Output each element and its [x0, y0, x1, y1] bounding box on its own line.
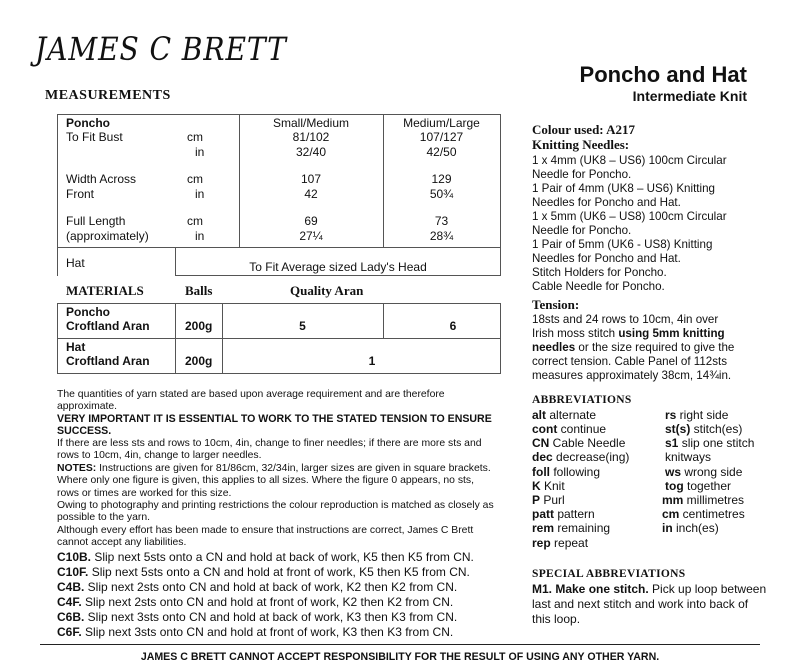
size-medium-large: Medium/Large: [403, 116, 480, 130]
cable-line: C4B. Slip next 2sts onto CN and hold at back of work, K2 then K2 from CN.: [57, 580, 458, 594]
row-unit: cm: [187, 172, 203, 186]
abbreviation-item: cm centimetres: [662, 507, 745, 521]
abbreviation-item: in inch(es): [662, 521, 719, 535]
abbreviations-heading: ABBREVIATIONS: [532, 394, 632, 406]
note-line: possible to the yarn.: [57, 512, 150, 523]
abbreviation-item: P Purl: [532, 493, 565, 507]
colour-used: Colour used: A217: [532, 122, 636, 137]
row-value: 42/50: [426, 145, 457, 159]
special-line: last and next stitch and work into back of: [532, 597, 749, 611]
needle-line: 1 x 5mm (UK6 – US8) 100cm Circular: [532, 210, 727, 223]
needle-line: Stitch Holders for Poncho.: [532, 266, 667, 279]
cable-line: C6F. Slip next 3sts onto CN and hold at front of work, K3 then K3 from CN.: [57, 625, 454, 639]
materials-poncho-balls-large: 6: [449, 319, 457, 333]
abbreviation-item: alt alternate: [532, 408, 597, 422]
brand-logo: JAMES C BRETT: [35, 30, 287, 68]
materials-poncho-weight: 200g: [185, 319, 213, 333]
note-line: Where only one figure is given, this applies to all sizes. Where the figure 0 appears, no sts,: [57, 475, 474, 486]
needle-line: 1 Pair of 4mm (UK8 – US6) Knitting: [532, 182, 715, 195]
row-label: (approximately): [66, 229, 149, 243]
abbreviation-item: tog together: [665, 479, 732, 493]
needle-line: Cable Needle for Poncho.: [532, 280, 665, 293]
special-abbreviations-heading: SPECIAL ABBREVIATIONS: [532, 568, 686, 580]
needle-line: 1 x 4mm (UK8 – US6) 100cm Circular: [532, 154, 727, 167]
materials-hat-name: Hat: [66, 340, 86, 354]
abbreviation-item: foll following: [532, 465, 601, 479]
measurements-heading: MEASUREMENTS: [45, 88, 171, 103]
materials-quality-heading: Quality Aran: [290, 283, 364, 298]
row-value: 28¾: [429, 229, 454, 243]
abbreviation-item: patt pattern: [532, 507, 595, 521]
row-label: Front: [66, 187, 95, 201]
needles-heading: Knitting Needles:: [532, 137, 630, 152]
cable-line: C10F. Slip next 5sts onto a CN and hold at front of work, K5 then K5 from CN.: [57, 565, 470, 579]
abbreviation-item: rep repeat: [532, 536, 589, 550]
row-unit: in: [195, 145, 205, 159]
abbreviation-item: dec decrease(ing): [532, 450, 630, 464]
row-label: Width Across: [66, 172, 137, 186]
poncho-label: Poncho: [66, 116, 110, 130]
footer-divider: [40, 644, 760, 645]
needle-line: Needles for Poncho and Hat.: [532, 196, 681, 209]
hat-fit: To Fit Average sized Lady's Head: [249, 260, 427, 274]
note-line: SUCCESS.: [57, 425, 112, 437]
note-line: The quantities of yarn stated are based upon average requirement and are therefore: [57, 389, 445, 400]
materials-heading: MATERIALS: [66, 283, 144, 298]
materials-hat-balls: 1: [368, 354, 376, 368]
row-value: 32/40: [295, 145, 327, 159]
note-line: Although every effort has been made to ensure that instructions are correct, James C Brett: [57, 525, 474, 536]
needle-line: Needle for Poncho.: [532, 224, 632, 237]
note-line: VERY IMPORTANT IT IS ESSENTIAL TO WORK TO THE STATED TENSION TO ENSURE: [57, 413, 492, 425]
tension-line: needles or the size required to give the: [532, 341, 735, 354]
cable-line: C4F. Slip next 2sts onto CN and hold at front of work, K2 then K2 from CN.: [57, 595, 454, 609]
row-value: 129: [431, 172, 452, 186]
abbreviation-item: mm millimetres: [662, 493, 745, 507]
note-line: NOTES: Instructions are given for 81/86cm, 32/34in, larger sizes are given in square brackets.: [57, 463, 491, 474]
materials-hat-yarn: Croftland Aran: [66, 354, 150, 368]
cable-line: C10B. Slip next 5sts onto a CN and hold at back of work, K5 then K5 from CN.: [57, 550, 474, 564]
abbreviation-item: ws wrong side: [665, 465, 743, 479]
row-value: 42: [304, 187, 318, 201]
row-unit: in: [195, 229, 205, 243]
note-line: rows or times are worked for this size.: [57, 488, 232, 499]
cable-line: C6B. Slip next 3sts onto CN and hold at back of work, K3 then K3 from CN.: [57, 610, 458, 624]
abbreviation-item: cont continue: [532, 422, 607, 436]
tension-line: 18sts and 24 rows to 10cm, 4in over: [532, 313, 719, 326]
row-value: 107/127: [419, 130, 464, 144]
hat-label: Hat: [66, 256, 85, 270]
materials-poncho-balls-small: 5: [299, 319, 306, 333]
tension-line: Irish moss stitch using 5mm knitting: [532, 327, 725, 340]
pattern-level: Intermediate Knit: [632, 88, 747, 104]
abbreviation-item: rem remaining: [532, 521, 611, 535]
special-line: M1. Make one stitch. Pick up loop between: [532, 582, 767, 596]
abbreviation-item: rs right side: [665, 408, 729, 422]
row-value: 27¼: [299, 229, 323, 243]
pattern-title: Poncho and Hat: [579, 62, 747, 87]
tension-line: correct tension. Cable Panel of 112sts: [532, 355, 728, 368]
note-line: If there are less sts and rows to 10cm, 4in, change to finer needles; if there are more sts and: [57, 438, 482, 449]
tension-heading: Tension:: [532, 297, 580, 312]
row-value: 69: [304, 214, 318, 228]
note-line: cannot accept any liabilities.: [57, 537, 187, 548]
row-value: 107: [300, 172, 322, 186]
materials-poncho-name: Poncho: [66, 305, 110, 319]
needle-line: 1 Pair of 5mm (UK6 - US8) Knitting: [532, 238, 713, 251]
abbreviation-item: K Knit: [532, 479, 565, 493]
abbreviation-item: st(s) stitch(es): [665, 422, 743, 436]
note-line: Owing to photography and printing restrictions the colour reproduction is matched as closely as: [57, 500, 494, 511]
row-value: 73: [434, 214, 449, 228]
note-line: approximate.: [57, 401, 118, 412]
needle-line: Needle for Poncho.: [532, 168, 632, 181]
row-unit: cm: [187, 130, 203, 144]
abbreviation-item: knitways: [665, 450, 712, 464]
needle-line: Needles for Poncho and Hat.: [532, 252, 681, 265]
row-label: To Fit Bust: [66, 130, 123, 144]
row-value: 50¾: [429, 187, 454, 201]
row-unit: in: [195, 187, 205, 201]
tension-line: measures approximately 38cm, 14¾in.: [532, 369, 732, 382]
footer-disclaimer: JAMES C BRETT CANNOT ACCEPT RESPONSIBILITY FOR THE RESULT OF USING ANY OTHER YARN.: [140, 651, 660, 663]
special-line: this loop.: [532, 612, 581, 626]
materials-poncho-yarn: Croftland Aran: [66, 319, 150, 333]
note-line: rows to 10cm, 4in, change to larger needles.: [57, 450, 262, 461]
size-small-medium: Small/Medium: [272, 116, 350, 130]
row-unit: cm: [187, 214, 203, 228]
row-label: Full Length: [66, 214, 126, 228]
abbreviation-item: CN Cable Needle: [532, 436, 626, 450]
row-value: 81/102: [292, 130, 330, 144]
abbreviation-item: s1 slip one stitch: [665, 436, 755, 450]
materials-balls-heading: Balls: [185, 283, 213, 298]
materials-hat-weight: 200g: [185, 354, 213, 368]
